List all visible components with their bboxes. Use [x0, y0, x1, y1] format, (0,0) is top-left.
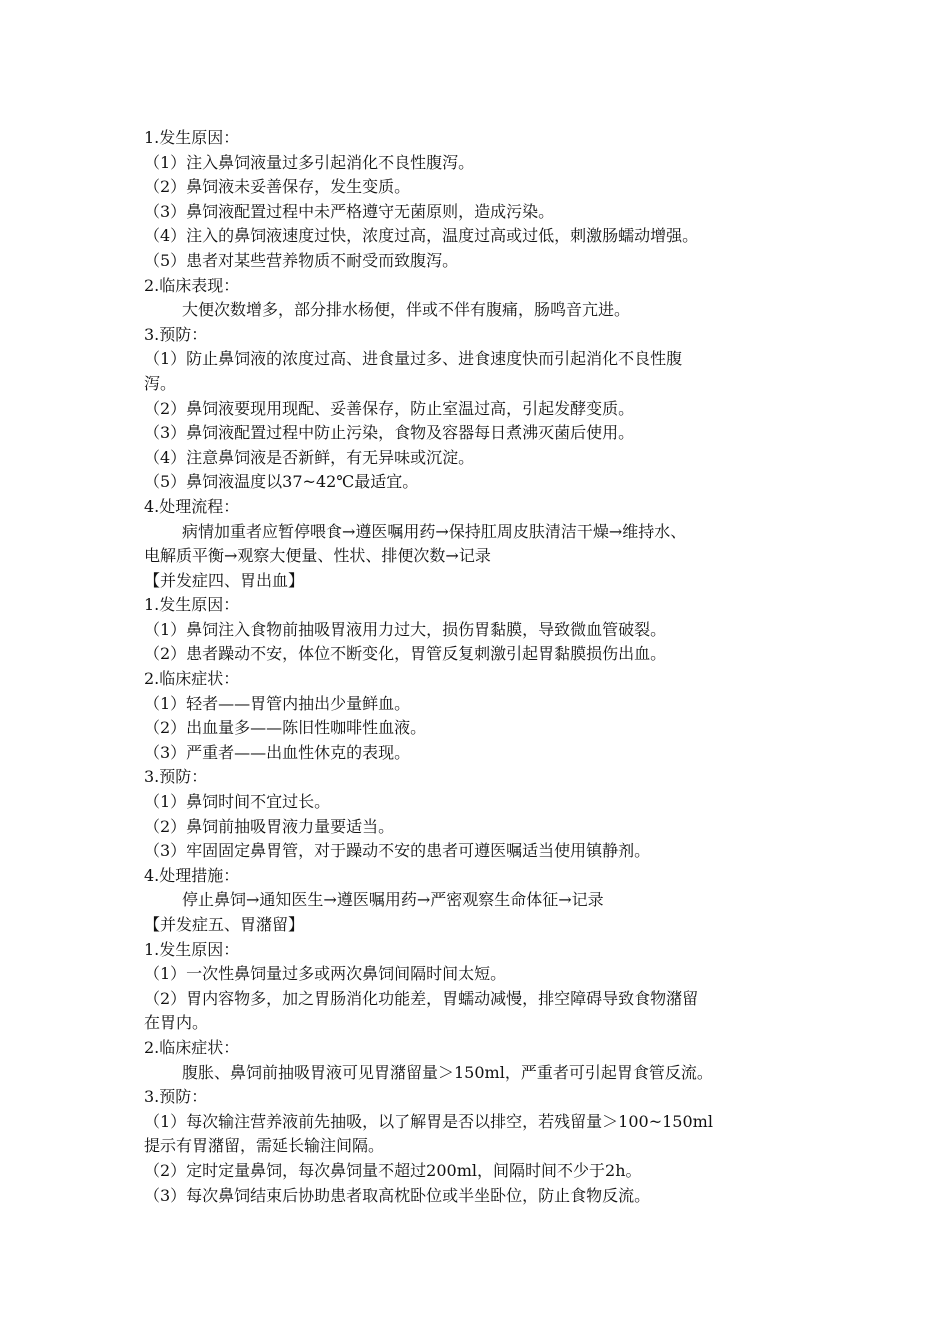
section-heading: 2.临床症状： [144, 1037, 240, 1057]
text-line: 停止鼻饲→通知医生→遵医嘱用药→严密观察生命体征→记录 [182, 890, 604, 910]
section-heading: 1.发生原因： [144, 595, 240, 615]
text-line: （5）鼻饲液温度以37~42℃最适宜。 [144, 472, 419, 492]
text-line: 腹胀、鼻饲前抽吸胃液可见胃潴留量＞150ml，严重者可引起胃食管反流。 [182, 1062, 713, 1082]
text-line: 病情加重者应暂停喂食→遵医嘱用药→保持肛周皮肤清洁干燥→维持水、 [182, 521, 687, 541]
section-heading: 4.处理流程： [144, 496, 240, 516]
text-line: （3）严重者——出血性休克的表现。 [144, 742, 411, 762]
section-heading: 2.临床症状： [144, 669, 240, 689]
complication-heading: 【并发症四、胃出血】 [144, 570, 305, 590]
text-line: （3）牢固固定鼻胃管，对于躁动不安的患者可遵医嘱适当使用镇静剂。 [144, 841, 651, 861]
text-line: （2）鼻饲液要现用现配、妥善保存，防止室温过高，引起发酵变质。 [144, 398, 635, 418]
text-line: （5）患者对某些营养物质不耐受而致腹泻。 [144, 250, 459, 270]
text-line: 在胃内。 [144, 1013, 209, 1033]
text-line: 提示有胃潴留，需延长输注间隔。 [144, 1136, 385, 1156]
text-line: （1）防止鼻饲液的浓度过高、进食量过多、进食速度快而引起消化不良性腹 [144, 349, 683, 369]
text-line: （3）鼻饲液配置过程中防止污染，食物及容器每日煮沸灭菌后使用。 [144, 423, 635, 443]
text-line: 电解质平衡→观察大便量、性状、排便次数→记录 [144, 546, 491, 566]
text-line: （3）鼻饲液配置过程中未严格遵守无菌原则，造成污染。 [144, 201, 555, 221]
text-line: （1）一次性鼻饲量过多或两次鼻饲间隔时间太短。 [144, 964, 507, 984]
text-line: （1）每次输注营养液前先抽吸，以了解胃是否以排空，若残留量＞100~150ml [144, 1111, 713, 1131]
text-line: （4）注入的鼻饲液速度过快，浓度过高，温度过高或过低，刺激肠蠕动增强。 [144, 226, 699, 246]
document-page [144, 126, 816, 1208]
section-heading: 1.发生原因： [144, 939, 240, 959]
section-heading: 3.预防： [144, 324, 208, 344]
section-heading: 3.预防： [144, 767, 208, 787]
text-line: （3）每次鼻饲结束后协助患者取高枕卧位或半坐卧位，防止食物反流。 [144, 1185, 651, 1205]
text-line: （2）患者躁动不安，体位不断变化，胃管反复刺激引起胃黏膜损伤出血。 [144, 644, 667, 664]
text-line: （2）定时定量鼻饲，每次鼻饲量不超过200ml，间隔时间不少于2h。 [144, 1160, 642, 1180]
section-heading: 4.处理措施： [144, 865, 240, 885]
text-line: （1）鼻饲时间不宜过长。 [144, 792, 331, 812]
section-heading: 2.临床表现： [144, 275, 240, 295]
text-line: （4）注意鼻饲液是否新鲜，有无异味或沉淀。 [144, 447, 475, 467]
text-line: （1）注入鼻饲液量过多引起消化不良性腹泻。 [144, 152, 475, 172]
text-line: （1）轻者——胃管内抽出少量鲜血。 [144, 693, 411, 713]
text-line: （1）鼻饲注入食物前抽吸胃液用力过大，损伤胃黏膜，导致微血管破裂。 [144, 619, 667, 639]
text-line: 泻。 [144, 373, 177, 393]
text-line: （2）鼻饲液未妥善保存，发生变质。 [144, 177, 411, 197]
section-heading: 3.预防： [144, 1087, 208, 1107]
text-line: 1.发生原因： [144, 128, 240, 147]
text-line: （2）鼻饲前抽吸胃液力量要适当。 [144, 816, 395, 836]
text-line: 大便次数增多，部分排水杨便，伴或不伴有腹痛，肠鸣音亢进。 [182, 300, 631, 320]
complication-heading: 【并发症五、胃潴留】 [144, 915, 305, 934]
text-line: （2）出血量多——陈旧性咖啡性血液。 [144, 718, 427, 738]
text-line: （2）胃内容物多，加之胃肠消化功能差，胃蠕动减慢，排空障碍导致食物潴留 [144, 988, 699, 1008]
